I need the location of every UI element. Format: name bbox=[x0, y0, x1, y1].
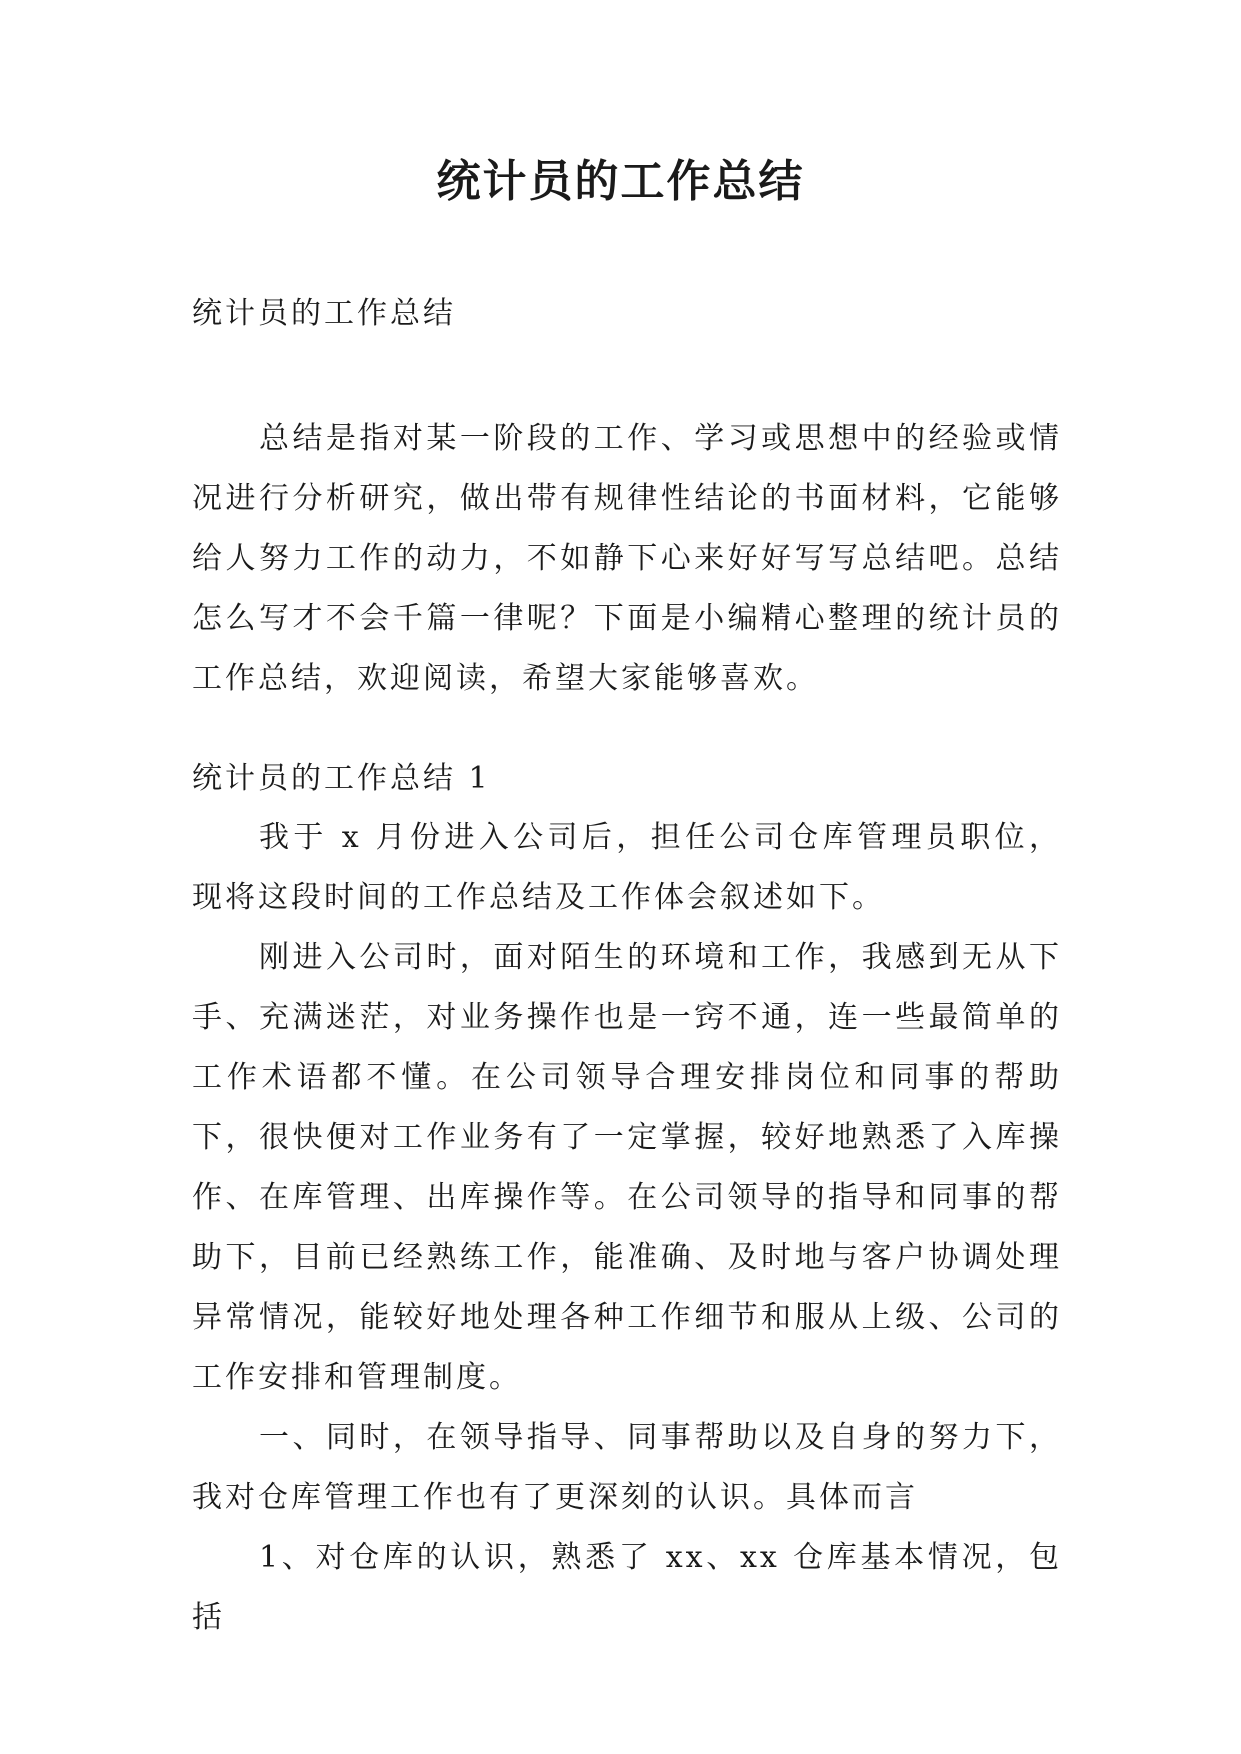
section-heading: 统计员的工作总结 1 bbox=[192, 761, 491, 796]
section-body bbox=[192, 808, 1062, 1648]
document-title: 统计员的工作总结 bbox=[436, 156, 805, 207]
body-paragraph: 刚进入公司时，面对陌生的环境和工作，我感到无从下手、充满迷茫，对业务操作也是一窍不通，连一些最简单的工作术语都不懂。在公司领导合理安排岗位和同事的帮助下，很快便对工作业务有了一定掌握，较好地熟悉了入库操作、在库管理、出库操作等。在公司领导的指导和同事的帮助下，目前已经熟练工作，能准确、及时地与客户协调处理异常情况，能较好地处理各种工作细节和服从上级、公司的工作安排和管理制度。 bbox=[192, 940, 1062, 1395]
body-paragraph: 1、对仓库的认识，熟悉了 xx、xx 仓库基本情况，包括 bbox=[192, 1540, 1062, 1635]
body-paragraph: 一、同时，在领导指导、同事帮助以及自身的努力下，我对仓库管理工作也有了更深刻的认识。具体而言 bbox=[192, 1420, 1062, 1515]
intro-paragraph: 总结是指对某一阶段的工作、学习或思想中的经验或情况进行分析研究，做出带有规律性结论的书面材料，它能够给人努力工作的动力，不如静下心来好好写写总结吧。总结怎么写才不会千篇一律呢？下面是小编精心整理的统计员的工作总结，欢迎阅读，希望大家能够喜欢。 bbox=[192, 421, 1062, 696]
body-paragraph: 我于 x 月份进入公司后，担任公司仓库管理员职位，现将这段时间的工作总结及工作体会叙述如下。 bbox=[192, 820, 1062, 915]
document-subtitle: 统计员的工作总结 bbox=[192, 296, 456, 331]
